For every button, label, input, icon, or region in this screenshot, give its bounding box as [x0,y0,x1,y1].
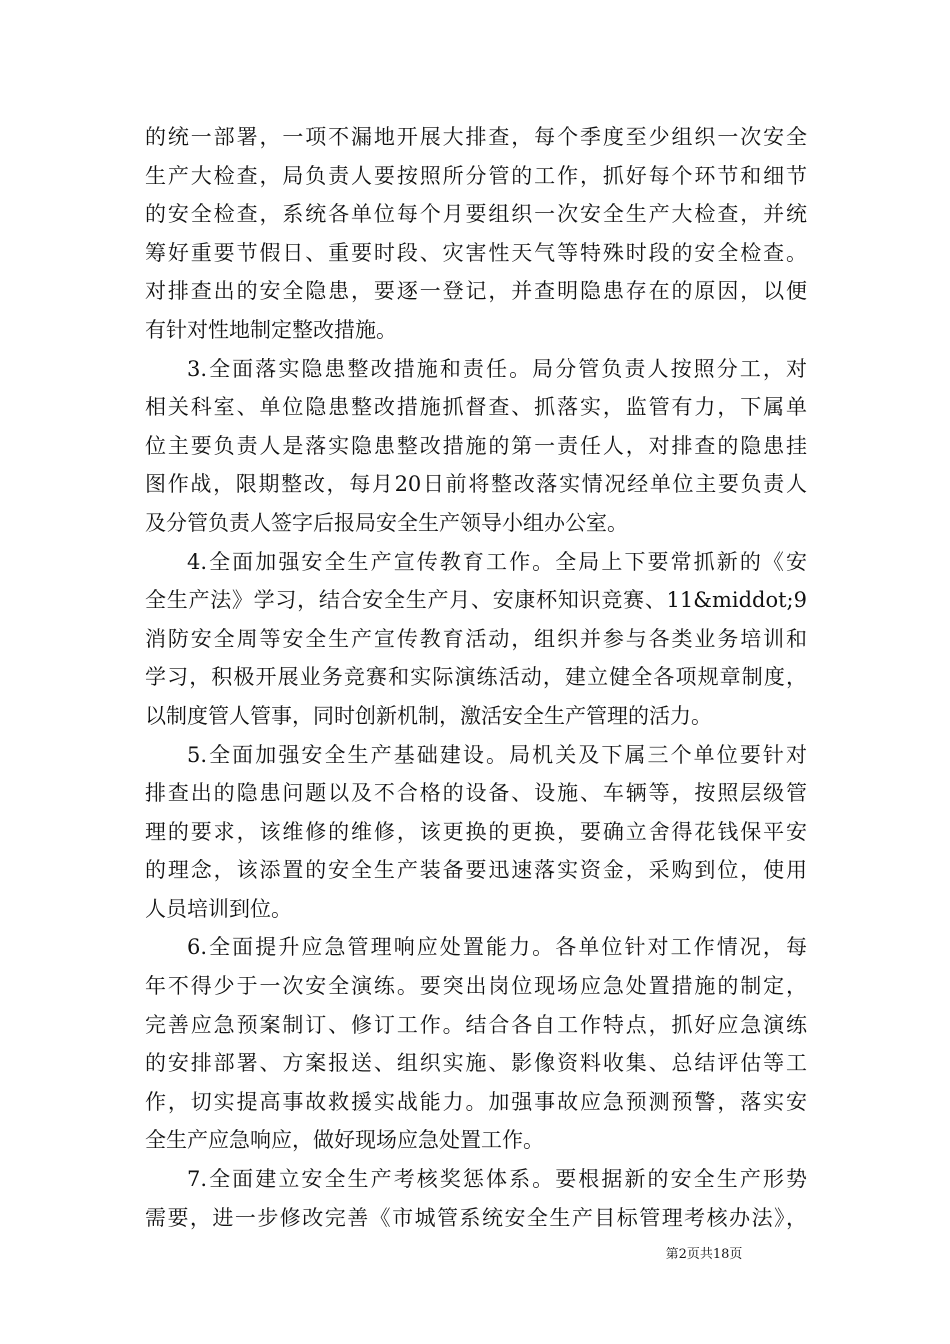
text-line: 需要，进一步修改完善《市城管系统安全生产目标管理考核办法》， [145,1205,807,1230]
text-line: 5.全面加强安全生产基础建设。局机关及下属三个单位要针对 [187,742,807,767]
text-line: 作，切实提高事故救援实战能力。加强事故应急预测预警，落实安 [145,1089,807,1114]
text-line: 全生产法》学习，结合安全生产月、安康杯知识竞赛、11&middot;9 [145,588,807,613]
text-line: 相关科室、单位隐患整改措施抓督查、抓落实，监管有力，下属单 [145,395,807,420]
text-line: 及分管负责人签字后报局安全生产领导小组办公室。 [145,510,628,535]
text-line: 年不得少于一次安全演练。要突出岗位现场应急处置措施的制定， [145,974,807,999]
text-line: 4.全面加强安全生产宣传教育工作。全局上下要常抓新的《安 [187,549,807,574]
text-line: 的安排部署、方案报送、组织实施、影像资料收集、总结评估等工 [145,1051,807,1076]
text-line: 排查出的隐患问题以及不合格的设备、设施、车辆等，按照层级管 [145,781,807,806]
text-line: 3.全面落实隐患整改措施和责任。局分管负责人按照分工，对 [187,356,807,381]
text-line: 的理念，该添置的安全生产装备要迅速落实资金，采购到位，使用 [145,858,807,883]
page-number: 第2页共18页 [665,1247,743,1262]
text-line: 有针对性地制定整改措施。 [145,317,397,342]
text-line: 生产大检查，局负责人要按照所分管的工作，抓好每个环节和细节 [145,163,807,188]
text-line: 的统一部署，一项不漏地开展大排查，每个季度至少组织一次安全 [145,125,807,149]
text-line: 以制度管人管事，同时创新机制，激活安全生产管理的活力。 [145,703,712,728]
text-line: 位主要负责人是落实隐患整改措施的第一责任人，对排查的隐患挂 [145,433,807,458]
text-line: 学习，积极开展业务竞赛和实际演练活动，建立健全各项规章制度， [145,665,807,690]
text-line: 理的要求，该维修的维修，该更换的更换，要确立舍得花钱保平安 [145,819,807,844]
text-line: 筹好重要节假日、重要时段、灾害性天气等特殊时段的安全检查。 [145,240,807,265]
text-line: 全生产应急响应，做好现场应急处置工作。 [145,1128,544,1153]
text-line: 完善应急预案制订、修订工作。结合各自工作特点，抓好应急演练 [145,1012,807,1037]
text-line: 7.全面建立安全生产考核奖惩体系。要根据新的安全生产形势 [187,1167,807,1192]
body-text [145,118,807,1237]
text-line: 消防安全周等安全生产宣传教育活动，组织并参与各类业务培训和 [145,626,807,651]
text-line: 对排查出的安全隐患，要逐一登记，并查明隐患存在的原因，以便 [145,279,807,304]
text-line: 人员培训到位。 [145,896,292,921]
text-line: 的安全检查，系统各单位每个月要组织一次安全生产大检查，并统 [145,202,807,227]
text-line: 图作战，限期整改，每月20日前将整改落实情况经单位主要负责人 [145,472,807,497]
text-line: 6.全面提升应急管理响应处置能力。各单位针对工作情况，每 [187,935,807,960]
